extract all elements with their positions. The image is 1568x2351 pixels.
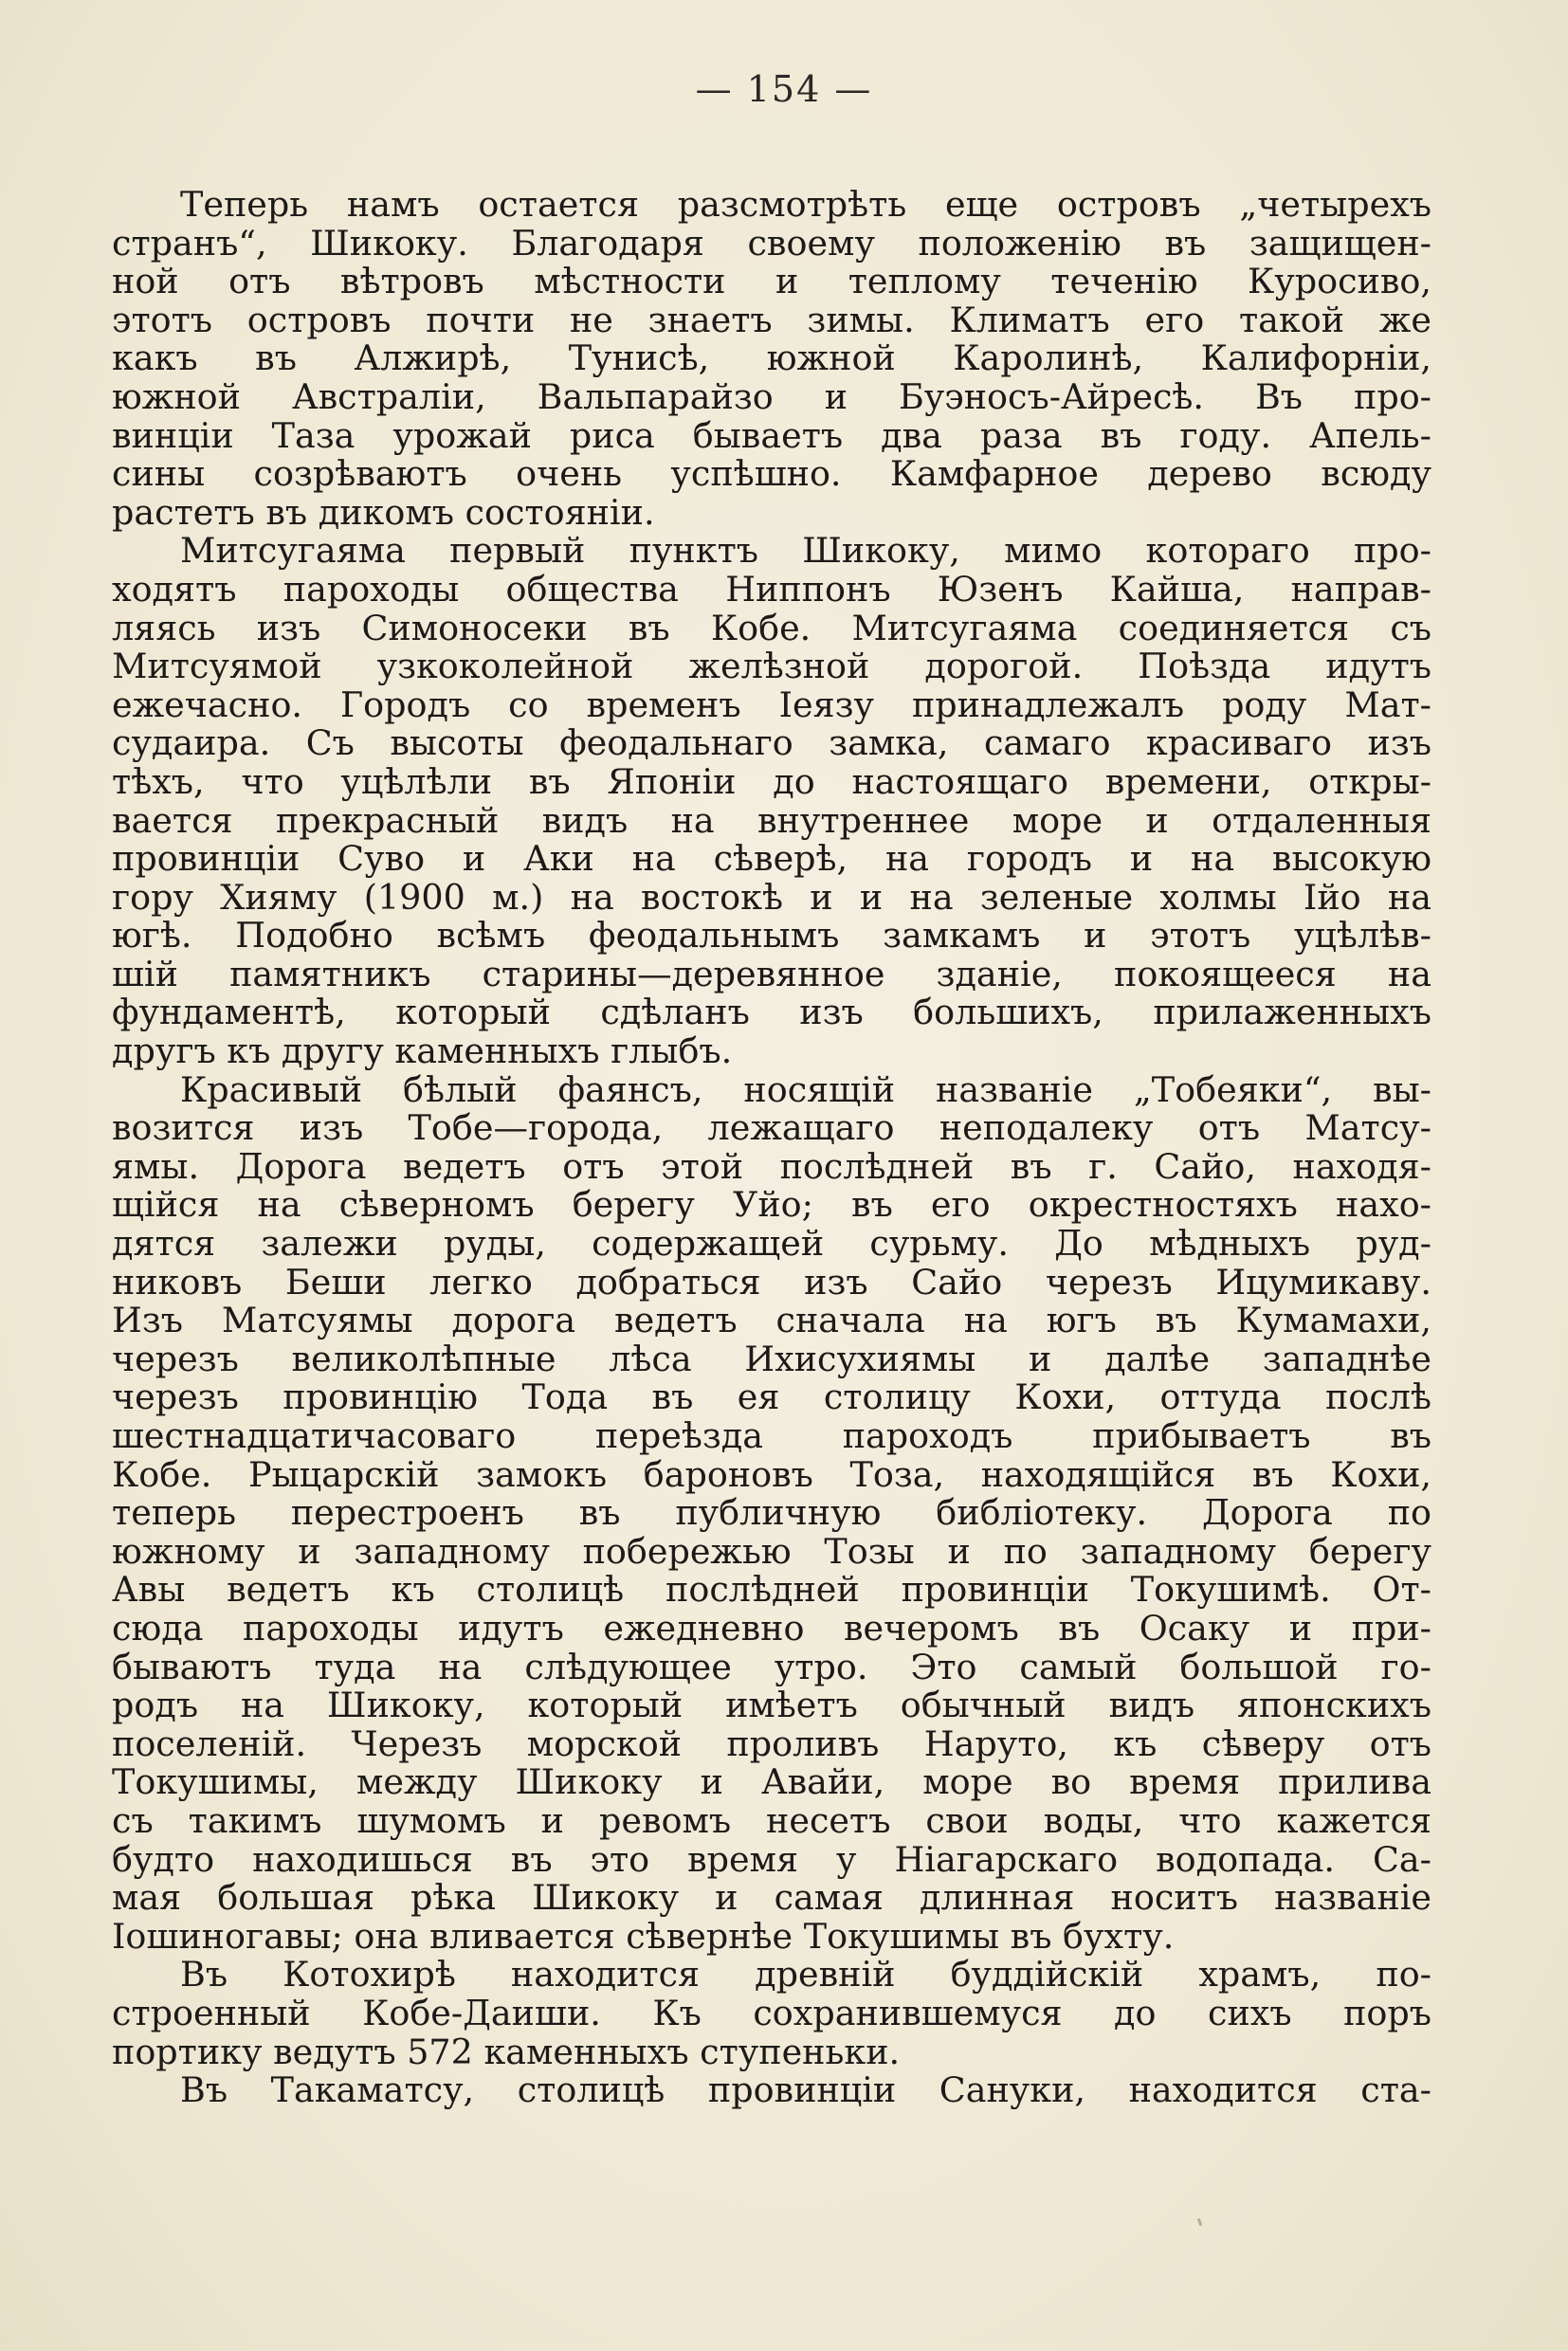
text-line: южному и западному побережью Тозы и по западному берегу (112, 1532, 1431, 1572)
text-line: Кобе. Рыцарскій замокъ бароновъ Тоза, находящійся въ Кохи, (112, 1455, 1431, 1495)
text-line: Въ Котохирѣ находится древній буддійскій храмъ, по- (180, 1956, 1431, 1995)
text-line: портику ведутъ 572 каменныхъ ступеньки. (112, 2032, 901, 2072)
text-line: дятся залежи руды, содержащей сурьму. До мѣдныхъ руд- (112, 1225, 1431, 1264)
text-line: мая большая рѣка Шикоку и самая длинная носитъ названіе (112, 1879, 1431, 1918)
text-line: черезъ провинцію Тода въ ея столицу Кохи, оттуда послѣ (112, 1378, 1431, 1417)
text-line: югѣ. Подобно всѣмъ феодальнымъ замкамъ и этотъ уцѣлѣв- (112, 917, 1431, 956)
text-line: Изъ Матсуямы дорога ведетъ сначала на югъ въ Кумамахи, (112, 1302, 1431, 1340)
text-line: этотъ островъ почти не знаетъ зимы. Климатъ его такой же (112, 301, 1431, 340)
text-line: растетъ въ дикомъ состояніи. (112, 493, 655, 533)
text-line: провинціи Суво и Аки на сѣверѣ, на городъ и на высокую (112, 840, 1431, 879)
text-line: родъ на Шикоку, который имѣетъ обычный видъ японскихъ (112, 1686, 1431, 1725)
text-line: тѣхъ, что уцѣлѣли въ Японіи до настоящаго времени, откры- (112, 762, 1431, 802)
page-number: — 154 — (695, 68, 873, 110)
paragraph-1 (112, 186, 1431, 532)
text-line: Авы ведетъ къ столицѣ послѣдней провинціи Токушимѣ. От- (112, 1571, 1431, 1610)
text-line: Теперь намъ остается разсмотрѣть еще островъ „четырехъ (180, 186, 1431, 225)
paragraph-5 (112, 2071, 1431, 2110)
text-line: гору Хияму (1900 м.) на востокѣ и и на зеленые холмы Ійо на (112, 878, 1431, 918)
text-line: шестнадцатичасоваго переѣзда пароходъ прибываетъ въ (112, 1417, 1431, 1456)
text-line: фундаментѣ, который сдѣланъ изъ большихъ, прилаженныхъ (112, 993, 1431, 1033)
text-line: Въ Такаматсу, столицѣ провинціи Сануки, находится ста- (180, 2071, 1431, 2110)
text-line: Красивый бѣлый фаянсъ, носящій названіе „Тобеяки“, вы- (180, 1070, 1431, 1110)
text-line: южной Австраліи, Вальпарайзо и Буэносъ-Айресѣ. Въ про- (112, 377, 1431, 417)
body-text (112, 186, 1431, 2110)
text-line: теперь перестроенъ въ публичную библіотеку. Дорога по (112, 1494, 1431, 1533)
text-line: черезъ великолѣпные лѣса Ихисухиямы и далѣе западнѣе (112, 1340, 1431, 1379)
text-line: строенный Кобе-Даиши. Къ сохранившемуся до сихъ поръ (112, 1994, 1431, 2033)
text-line: судаира. Съ высоты феодальнаго замка, самаго красиваго изъ (112, 724, 1431, 763)
text-line: другъ къ другу каменныхъ глыбъ. (112, 1032, 733, 1071)
text-line: съ такимъ шумомъ и ревомъ несетъ свои воды, что кажется (112, 1801, 1431, 1841)
text-line: возится изъ Тобе—города, лежащаго неподалеку отъ Матсу- (112, 1109, 1431, 1148)
text-line: сюда пароходы идутъ ежедневно вечеромъ въ Осаку и при- (112, 1609, 1431, 1649)
text-line: Митсуямой узкоколейной желѣзной дорогой. Поѣзда идутъ (112, 647, 1431, 686)
paragraph-4 (112, 1956, 1431, 2071)
text-line: шій памятникъ старины—деревянное зданіе, покоящееся на (112, 955, 1431, 994)
text-line: никовъ Беши легко добраться изъ Сайо черезъ Ицумикаву. (112, 1263, 1431, 1303)
text-line: ляясь изъ Симоносеки въ Кобе. Митсугаяма соединяется съ (112, 609, 1431, 648)
text-line: Іошиногавы; она вливается сѣвернѣе Токушимы въ бухту. (112, 1917, 1175, 1957)
text-line: бываютъ туда на слѣдующее утро. Это самый большой го- (112, 1648, 1431, 1687)
text-line: ямы. Дорога ведетъ отъ этой послѣдней въ г. Сайо, находя- (112, 1147, 1431, 1187)
paper-speck (1197, 2218, 1203, 2227)
text-line: сины созрѣваютъ очень успѣшно. Камфарное дерево всюду (112, 455, 1431, 494)
text-line: ной отъ вѣтровъ мѣстности и теплому теченію Куросиво, (112, 263, 1431, 301)
text-line: ходятъ пароходы общества Ниппонъ Юзенъ Кайша, направ- (112, 570, 1431, 610)
text-line: щійся на сѣверномъ берегу Уйо; въ его окрестностяхъ нахо- (112, 1186, 1431, 1226)
text-line: Токушимы, между Шикоку и Авайи, море во время прилива (112, 1763, 1431, 1802)
text-line: странъ“, Шикоку. Благодаря своему положенію въ защищен- (112, 224, 1431, 264)
paragraph-2 (112, 532, 1431, 1070)
text-line: будто находишься въ это время у Ніагарскаго водопада. Са- (112, 1840, 1431, 1880)
text-line: винціи Таза урожай риса бываетъ два раза въ году. Апель- (112, 416, 1431, 456)
text-line: поселеній. Черезъ морской проливъ Наруто, къ сѣверу отъ (112, 1724, 1431, 1764)
text-line: какъ въ Алжирѣ, Тунисѣ, южной Каролинѣ, Калифорніи, (112, 339, 1431, 378)
paragraph-3 (112, 1071, 1431, 1957)
text-line: вается прекрасный видъ на внутреннее море и отдаленныя (112, 801, 1431, 841)
text-line: ежечасно. Городъ со временъ Іеязу принадлежалъ роду Мат- (112, 685, 1431, 725)
text-line: Митсугаяма первый пунктъ Шикоку, мимо котораго про- (180, 532, 1431, 571)
